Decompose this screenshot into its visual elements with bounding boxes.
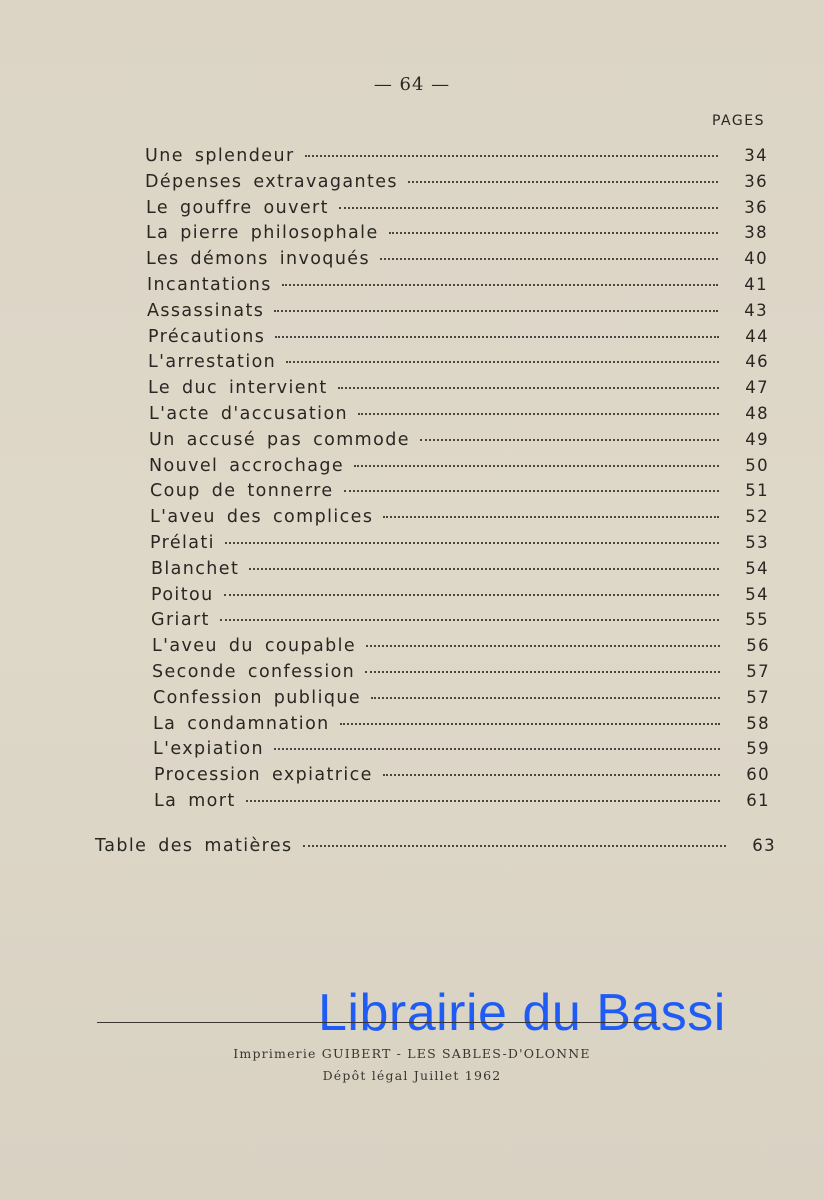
pages-column-header: PAGES [712, 113, 765, 129]
dot-leader [344, 489, 719, 492]
dot-leader [282, 283, 718, 286]
dot-leader [305, 154, 718, 157]
toc-entry-title: Dépenses extravagantes [145, 171, 398, 192]
toc-entry-page: 52 [745, 507, 769, 527]
dot-leader [249, 567, 719, 570]
toc-entry-title: Confession publique [153, 687, 362, 708]
toc-entry-title: Assassinats [147, 300, 265, 321]
toc-entry-page: 61 [746, 791, 770, 810]
toc-entry [154, 765, 770, 789]
dot-leader [371, 696, 720, 699]
toc-entry-title: Griart [151, 610, 210, 631]
toc-entry-page: 49 [745, 429, 769, 449]
dot-leader [365, 670, 720, 673]
dot-leader [366, 644, 720, 647]
toc-entry-page: 44 [745, 326, 769, 346]
dot-leader [383, 773, 720, 776]
dot-leader [354, 464, 719, 467]
toc-entry-title: Table des matières [95, 836, 293, 856]
toc-entry [146, 198, 768, 222]
toc-entry [149, 404, 769, 428]
toc-entry-title: Nouvel accrochage [149, 455, 345, 476]
toc-entry-page: 56 [746, 636, 770, 656]
toc-entry-title: Incantations [147, 275, 272, 295]
toc-entry-title: La pierre philosophale [146, 223, 379, 244]
toc-entry-page: 38 [744, 223, 768, 243]
toc-entry [148, 327, 769, 351]
toc-entry-page: 40 [744, 249, 768, 269]
toc-entry [149, 430, 769, 454]
toc-entry-page: 53 [745, 533, 769, 552]
dot-leader [389, 231, 718, 234]
toc-entry [150, 533, 769, 557]
toc-entry-title: Le duc intervient [148, 378, 328, 399]
toc-entry [154, 791, 770, 815]
toc-entry-title: Le gouffre ouvert [146, 197, 329, 218]
toc-entry [145, 146, 768, 170]
toc-entry-page: 34 [744, 146, 768, 165]
toc-entry-page: 58 [746, 713, 770, 733]
toc-entry-title: La mort [154, 791, 236, 811]
toc-entry-title: Procession expiatrice [154, 765, 373, 786]
toc-entry-title: L'aveu du coupable [152, 636, 357, 657]
page-number: — 64 — [373, 74, 451, 95]
toc-entry-title: L'acte d'accusation [149, 404, 349, 424]
toc-entry-page: 36 [744, 197, 768, 217]
dot-leader [380, 257, 718, 260]
toc-entry-page: 43 [744, 300, 768, 320]
divider-rule [97, 1022, 657, 1023]
toc-entry-final [95, 836, 776, 860]
dot-leader [383, 515, 719, 518]
toc-entry-page: 59 [746, 739, 770, 759]
toc-entry-page: 55 [745, 610, 769, 630]
toc-entry [147, 275, 768, 299]
dot-leader [274, 747, 720, 750]
toc-entry [153, 688, 770, 712]
toc-entry [148, 352, 769, 376]
toc-entry-page: 54 [745, 584, 769, 604]
imprint-printer: Imprimerie GUIBERT - LES SABLES-D'OLONNE [233, 1046, 591, 1061]
toc-entry-page: 41 [744, 275, 768, 294]
dot-leader [286, 360, 719, 363]
toc-entry-title: Coup de tonnerre [150, 481, 334, 502]
dot-leader [340, 722, 720, 725]
toc-entry-title: La condamnation [153, 713, 330, 734]
toc-entry [148, 378, 769, 402]
toc-entry-title: Poitou [151, 584, 214, 605]
toc-entry-title: Un accusé pas commode [149, 429, 410, 450]
dot-leader [246, 799, 720, 802]
toc-entry-page: 54 [745, 558, 769, 578]
toc-entry [152, 662, 770, 686]
toc-entry [151, 610, 769, 634]
toc-entry-page: 60 [746, 765, 770, 785]
dot-leader [225, 541, 719, 544]
toc-entry-page: 63 [752, 836, 776, 855]
toc-entry [146, 249, 768, 273]
toc-entry-title: Les démons invoqués [146, 249, 370, 270]
toc-entry-page: 48 [745, 404, 769, 423]
toc-entry-page: 46 [745, 352, 769, 372]
toc-entry-title: Une splendeur [145, 146, 295, 166]
dot-leader [420, 438, 719, 441]
toc-entry [146, 223, 768, 247]
toc-entry [150, 481, 769, 505]
toc-entry-title: L'expiation [153, 739, 264, 760]
toc-entry-title: Prélati [150, 533, 215, 553]
dot-leader [303, 844, 726, 847]
toc-entry [149, 456, 769, 480]
toc-entry-title: Seconde confession [152, 662, 356, 682]
toc-entry-page: 50 [745, 455, 769, 475]
watermark: Librairie du Bassi [318, 984, 726, 1042]
toc-entry-page: 57 [746, 662, 770, 681]
toc-entry [150, 507, 769, 531]
toc-entry [151, 559, 769, 583]
toc-entry-page: 51 [745, 481, 769, 501]
dot-leader [358, 412, 719, 415]
dot-leader [224, 593, 719, 596]
toc-entry [151, 585, 769, 609]
toc-entry [153, 739, 770, 763]
toc-entry [145, 172, 768, 196]
toc-entry-page: 36 [744, 171, 768, 191]
toc-entry-title: L'arrestation [148, 352, 277, 373]
toc-entry [152, 636, 770, 660]
toc-entry-page: 57 [746, 687, 770, 707]
toc-entry-title: Précautions [148, 326, 266, 347]
dot-leader [274, 309, 718, 312]
dot-leader [339, 206, 718, 209]
toc-entry-title: Blanchet [151, 558, 240, 579]
dot-leader [275, 335, 719, 338]
dot-leader [220, 618, 719, 621]
imprint-legal-deposit: Dépôt légal Juillet 1962 [322, 1068, 502, 1083]
dot-leader [408, 180, 718, 183]
toc-entry [153, 714, 770, 738]
toc-entry [147, 301, 768, 325]
toc-entry-page: 47 [745, 378, 769, 398]
toc-entry-title: L'aveu des complices [150, 507, 374, 528]
dot-leader [338, 386, 719, 389]
